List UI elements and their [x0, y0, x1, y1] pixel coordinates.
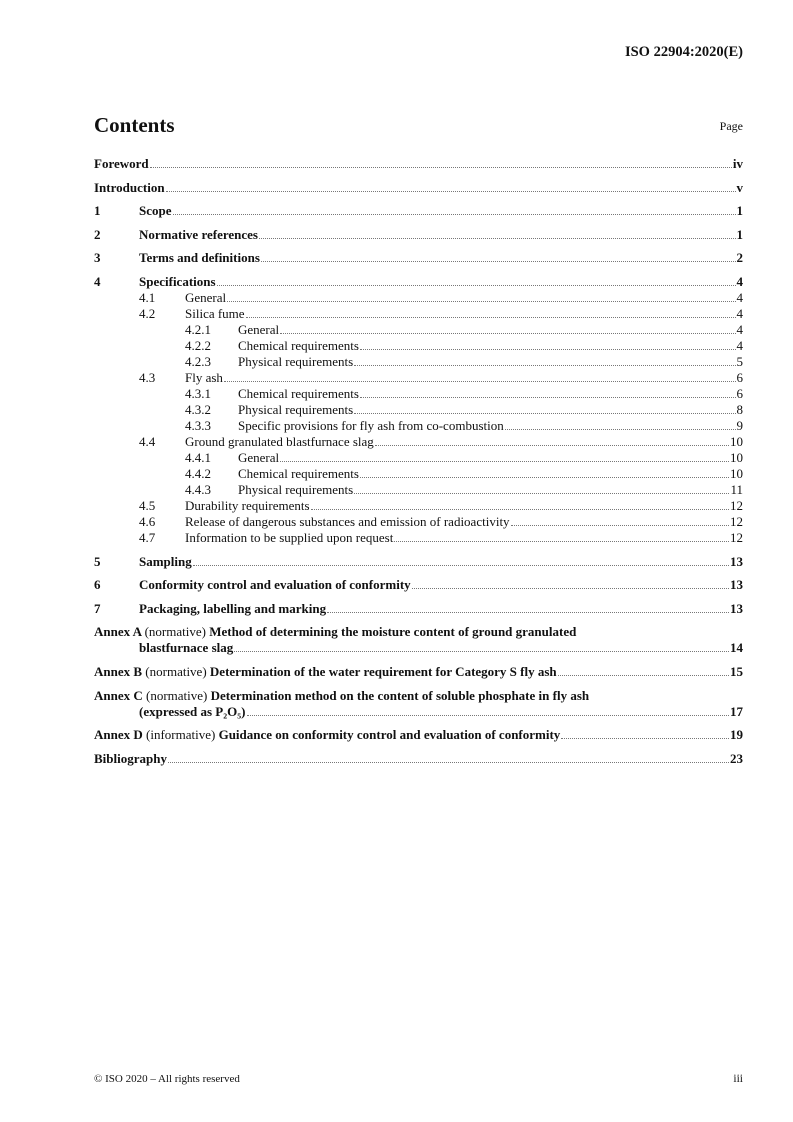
toc-entry[interactable] — [94, 180, 743, 196]
toc-entry[interactable] — [94, 322, 743, 338]
toc-entry[interactable] — [94, 354, 743, 370]
toc-entry-number: 4.1 — [139, 289, 156, 305]
annex-label: Annex C — [94, 687, 147, 703]
toc-entry[interactable] — [94, 370, 743, 386]
toc-entry-number: 4.3.1 — [185, 385, 211, 401]
toc-entry-number: 7 — [94, 600, 101, 616]
toc-entry-number: 4.4.1 — [185, 449, 211, 465]
toc-entry[interactable] — [94, 434, 743, 450]
dot-leader — [360, 477, 729, 478]
toc-page-number: 5 — [736, 353, 743, 369]
toc-page-number: 13 — [730, 577, 743, 593]
toc-entry-title: Physical requirements — [238, 401, 354, 417]
toc-entry[interactable] — [94, 601, 743, 617]
toc-entry[interactable] — [94, 482, 743, 498]
toc-entry-number: 4.4.3 — [185, 481, 211, 497]
toc-page-number: 4 — [736, 321, 743, 337]
toc-entry[interactable] — [94, 688, 743, 704]
toc-page-number: 6 — [736, 369, 743, 385]
dot-leader — [168, 762, 729, 763]
toc-entry-number: 4.7 — [139, 529, 156, 545]
dot-leader — [247, 715, 730, 716]
toc-entry[interactable] — [94, 577, 743, 593]
toc-entry-title: Conformity control and evaluation of conformity — [139, 577, 411, 593]
toc-entry-title: Terms and definitions — [139, 250, 260, 266]
toc-entry-title: General — [238, 321, 280, 337]
toc-entry-title: Physical requirements — [238, 481, 354, 497]
toc-page-number: 4 — [736, 289, 743, 305]
toc-page-number: 13 — [730, 600, 743, 616]
dot-leader — [261, 261, 736, 262]
dot-leader — [558, 675, 729, 676]
toc-page-number: 10 — [730, 465, 743, 481]
annex-kind: (normative) — [145, 663, 210, 679]
annex-title: Determination of the water requirement for Category S fly ash — [209, 663, 557, 679]
toc-entry[interactable] — [94, 227, 743, 243]
toc-entry-number: 4.5 — [139, 497, 156, 513]
annex-label: Annex A — [94, 624, 145, 640]
toc-entry[interactable] — [94, 203, 743, 219]
toc-entry-title: Sampling — [139, 553, 192, 569]
toc-entry-number: 4.3 — [139, 369, 156, 385]
toc-entry[interactable] — [94, 530, 743, 546]
page-title: Contents — [94, 113, 175, 137]
toc-entry[interactable] — [94, 498, 743, 514]
toc-entry[interactable] — [94, 250, 743, 266]
toc-entry[interactable] — [94, 664, 743, 680]
document-id: ISO 22904:2020(E) — [624, 44, 743, 60]
toc-entry[interactable] — [94, 727, 743, 743]
toc-entry[interactable] — [94, 290, 743, 306]
table-of-contents — [94, 156, 743, 767]
toc-entry[interactable] — [94, 402, 743, 418]
toc-entry-number: 4.3.2 — [185, 401, 211, 417]
toc-entry-number: 4.4 — [139, 433, 156, 449]
toc-entry-title: Chemical requirements — [238, 385, 359, 401]
toc-entry[interactable] — [94, 156, 743, 172]
dot-leader — [360, 397, 736, 398]
toc-page-number: 4 — [736, 337, 743, 353]
toc-entry-title: Foreword — [94, 156, 149, 171]
toc-entry-title: Scope — [139, 203, 172, 219]
toc-entry-title: Release of dangerous substances and emission of radioactivity — [185, 513, 510, 529]
toc-entry[interactable] — [94, 306, 743, 322]
dot-leader — [280, 333, 735, 334]
toc-page-number: 12 — [730, 529, 743, 545]
toc-page-number: 19 — [730, 727, 743, 743]
toc-entry-title — [94, 624, 576, 640]
annex-kind: (informative) — [146, 727, 219, 743]
annex-title-cont: (expressed as P₂O₅) — [139, 703, 246, 719]
toc-entry-number: 4.6 — [139, 513, 156, 529]
toc-entry-title: General — [238, 449, 280, 465]
toc-page-number: 10 — [730, 449, 743, 465]
toc-entry-number: 4.4.2 — [185, 465, 211, 481]
annex-title: Determination method on the content of soluble phosphate in fly ash — [210, 687, 590, 703]
toc-entry-title: Specifications — [139, 273, 216, 289]
toc-entry-number: 4.2.3 — [185, 353, 211, 369]
toc-entry-title — [94, 688, 589, 704]
toc-page-number: iv — [732, 156, 743, 171]
toc-entry[interactable] — [94, 274, 743, 290]
toc-entry-continuation — [94, 704, 743, 720]
toc-entry-title: Chemical requirements — [238, 465, 359, 481]
dot-leader — [327, 612, 729, 613]
dot-leader — [224, 381, 736, 382]
toc-page-number: 8 — [736, 401, 743, 417]
dot-leader — [280, 461, 729, 462]
toc-entry[interactable] — [94, 450, 743, 466]
toc-entry[interactable] — [94, 386, 743, 402]
toc-entry-title: General — [185, 289, 227, 305]
annex-title: Method of determining the moisture content of ground granulated — [209, 624, 577, 640]
toc-entry-title — [94, 664, 557, 680]
toc-entry-number: 4.2 — [139, 305, 156, 321]
toc-entry-number: 2 — [94, 226, 101, 242]
page-column-label: Page — [719, 119, 743, 133]
dot-leader — [354, 365, 735, 366]
toc-page-number: 1 — [736, 203, 743, 219]
toc-page-number: 13 — [730, 553, 743, 569]
toc-page-number: 2 — [736, 250, 743, 266]
toc-page-number: 4 — [736, 273, 743, 289]
dot-leader — [246, 317, 736, 318]
dot-leader — [234, 651, 729, 652]
toc-entry-title: Durability requirements — [185, 497, 310, 513]
dot-leader — [227, 301, 735, 302]
toc-entry[interactable] — [94, 624, 743, 640]
toc-entry[interactable] — [94, 418, 743, 434]
toc-entry-title — [94, 727, 560, 743]
toc-page-number: 9 — [736, 417, 743, 433]
toc-entry-number: 5 — [94, 553, 101, 569]
dot-leader — [412, 588, 729, 589]
dot-leader — [166, 191, 736, 192]
dot-leader — [561, 738, 729, 739]
dot-leader — [354, 413, 735, 414]
toc-entry-title: Chemical requirements — [238, 337, 359, 353]
toc-page-number: v — [736, 179, 743, 195]
toc-entry[interactable] — [94, 554, 743, 570]
toc-entry[interactable] — [94, 466, 743, 482]
toc-entry-number: 4.2.1 — [185, 321, 211, 337]
dot-leader — [511, 525, 729, 526]
toc-entry[interactable] — [94, 751, 743, 767]
dot-leader — [505, 429, 736, 430]
toc-entry-title: Introduction — [94, 179, 165, 195]
toc-page-number: 17 — [730, 703, 743, 719]
copyright: © ISO 2020 – All rights reserved — [94, 1073, 240, 1085]
annex-kind: (normative) — [144, 624, 210, 640]
dot-leader — [193, 565, 729, 566]
toc-entry[interactable] — [94, 338, 743, 354]
dot-leader — [354, 493, 729, 494]
toc-entry-title: Physical requirements — [238, 353, 354, 369]
annex-kind: (normative) — [146, 687, 211, 703]
toc-entry-number: 6 — [94, 577, 101, 593]
toc-entry-title: Packaging, labelling and marking — [139, 600, 327, 616]
toc-entry-number: 1 — [94, 203, 101, 219]
toc-page-number: 23 — [730, 750, 743, 766]
toc-entry[interactable] — [94, 514, 743, 530]
toc-entry-number: 3 — [94, 250, 101, 266]
toc-entry-number: 4 — [94, 273, 101, 289]
toc-entry-title: Specific provisions for fly ash from co-combustion — [238, 417, 504, 433]
dot-leader — [375, 445, 729, 446]
toc-entry-continuation — [94, 640, 743, 656]
annex-title: Guidance on conformity control and evaluation of conformity — [218, 727, 561, 743]
annex-label: Annex B — [94, 663, 146, 679]
toc-page-number: 15 — [730, 663, 743, 679]
dot-leader — [360, 349, 736, 350]
dot-leader — [311, 509, 729, 510]
toc-page-number: 12 — [730, 513, 743, 529]
toc-page-number: 10 — [730, 433, 743, 449]
toc-entry-title: Ground granulated blastfurnace slag — [185, 433, 374, 449]
dot-leader — [173, 214, 736, 215]
toc-page-number: 6 — [736, 385, 743, 401]
toc-page-number: 4 — [736, 305, 743, 321]
annex-label: Annex D — [94, 727, 147, 743]
toc-entry-title: Bibliography — [94, 750, 167, 766]
dot-leader — [217, 285, 736, 286]
dot-leader — [259, 238, 736, 239]
toc-entry-title: Information to be supplied upon request — [185, 529, 394, 545]
toc-entry-title: Silica fume — [185, 305, 245, 321]
toc-entry-number: 4.3.3 — [185, 417, 211, 433]
toc-page-number: 1 — [736, 226, 743, 242]
annex-title-cont: blastfurnace slag — [139, 640, 234, 656]
page-number: iii — [733, 1073, 743, 1085]
toc-entry-number: 4.2.2 — [185, 337, 211, 353]
dot-leader — [150, 167, 732, 168]
toc-entry-title: Normative references — [139, 226, 258, 242]
toc-page-number: 11 — [730, 481, 743, 497]
toc-page-number: 12 — [730, 497, 743, 513]
toc-page-number: 14 — [730, 640, 743, 656]
toc-entry-title: Fly ash — [185, 369, 223, 385]
dot-leader — [394, 541, 729, 542]
